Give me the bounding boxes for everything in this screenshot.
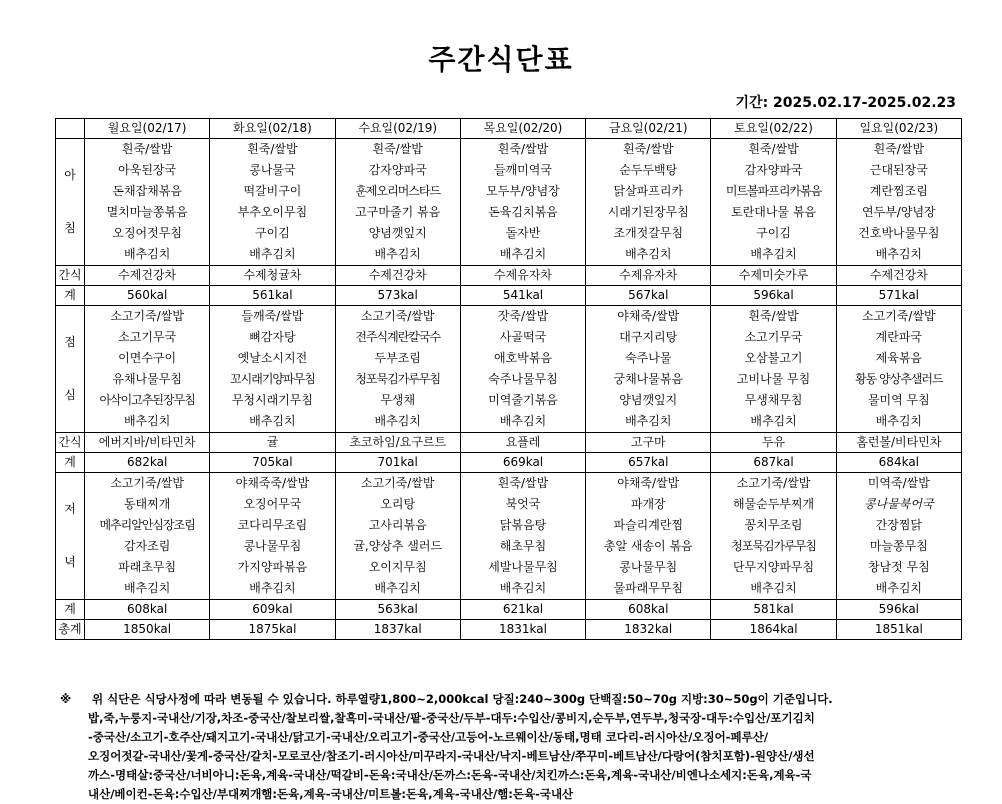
dinner-kcal-row xyxy=(56,600,962,620)
menu-cell: 배추김치 xyxy=(836,578,961,600)
menu-cell: 궁채나물볶음 xyxy=(586,369,711,390)
menu-cell: 들깨미역국 xyxy=(460,160,585,181)
menu-cell: 멸치마늘쫑볶음 xyxy=(85,202,210,223)
lunch-row xyxy=(56,348,962,369)
kcal-cell: 571kal xyxy=(836,286,961,306)
menu-cell: 감자조림 xyxy=(85,536,210,557)
day-header: 일요일(02/23) xyxy=(836,119,961,139)
menu-cell: 돈육김치볶음 xyxy=(460,202,585,223)
breakfast-kcal-row xyxy=(56,286,962,306)
menu-cell: 토란대나물 볶음 xyxy=(711,202,836,223)
breakfast-snack-row xyxy=(56,266,962,286)
menu-cell: 소고기무국 xyxy=(85,327,210,348)
menu-cell: 배추김치 xyxy=(460,244,585,266)
menu-cell: 부추오이무침 xyxy=(210,202,335,223)
menu-cell: 들깨죽/쌀밥 xyxy=(210,306,335,328)
kcal-label: 계 xyxy=(56,453,85,473)
lunch-row xyxy=(56,327,962,348)
corner-cell xyxy=(56,119,85,139)
kcal-cell: 560kal xyxy=(85,286,210,306)
menu-cell: 가지양파볶음 xyxy=(210,557,335,578)
snack-cell: 고구마 xyxy=(586,433,711,453)
total-cell: 1864kal xyxy=(711,620,836,640)
menu-cell: 아욱된장국 xyxy=(85,160,210,181)
snack-cell: 수제건강차 xyxy=(836,266,961,286)
menu-cell: 제육볶음 xyxy=(836,348,961,369)
menu-cell: 배추김치 xyxy=(460,578,585,600)
day-header: 목요일(02/20) xyxy=(460,119,585,139)
menu-cell: 고구마줄기 볶음 xyxy=(335,202,460,223)
kcal-label: 계 xyxy=(56,286,85,306)
menu-cell: 흰죽/쌀밥 xyxy=(711,306,836,328)
total-cell: 1832kal xyxy=(586,620,711,640)
menu-cell: 꽁치무조림 xyxy=(711,515,836,536)
note-line: 까스-명태살:중국산/너비아니:돈육,계육-국내산/떡갈비-돈육:국내산/돈까스:돈육-국내산/치킨까스:돈육,계육-국내산/비엔나소세지:돈육,계육-국 xyxy=(88,768,812,782)
lunch-kcal-row xyxy=(56,453,962,473)
menu-cell: 배추김치 xyxy=(210,578,335,600)
menu-cell: 황동 양상추샐러드 xyxy=(836,369,961,390)
menu-cell: 오삼불고기 xyxy=(711,348,836,369)
total-cell: 1875kal xyxy=(210,620,335,640)
menu-cell: 물파래무무침 xyxy=(586,578,711,600)
menu-cell: 미역죽/쌀밥 xyxy=(836,473,961,495)
menu-cell: 숙주나물무침 xyxy=(460,369,585,390)
menu-cell: 근대된장국 xyxy=(836,160,961,181)
menu-cell: 뼈감자탕 xyxy=(210,327,335,348)
menu-cell: 배추김치 xyxy=(836,244,961,266)
snack-cell: 홈런볼/비타민차 xyxy=(836,433,961,453)
menu-cell: 아삭이고추된장무침 xyxy=(85,390,210,411)
dinner-row xyxy=(56,494,962,515)
menu-cell: 배추김치 xyxy=(85,244,210,266)
menu-cell: 북엇국 xyxy=(460,494,585,515)
dinner-row xyxy=(56,515,962,536)
menu-cell: 배추김치 xyxy=(586,244,711,266)
note-line: -중국산/소고기-호주산/돼지고기-국내산/닭고기-국내산/오리고기-중국산/고등어-노르웨이산/동태,명태 코다리-러시아산/오징어-페루산/ xyxy=(88,730,769,744)
day-header-row xyxy=(56,119,962,139)
kcal-cell: 573kal xyxy=(335,286,460,306)
period-label: 기간: 2025.02.17-2025.02.23 xyxy=(735,95,956,111)
dinner-row xyxy=(56,536,962,557)
kcal-cell: 609kal xyxy=(210,600,335,620)
menu-cell: 돌자반 xyxy=(460,223,585,244)
menu-cell: 흰죽/쌀밥 xyxy=(460,473,585,495)
snack-cell: 수제청귤차 xyxy=(210,266,335,286)
menu-cell: 배추김치 xyxy=(335,411,460,433)
menu-cell: 무생채 xyxy=(335,390,460,411)
menu-cell: 떡갈비구이 xyxy=(210,181,335,202)
kcal-cell: 684kal xyxy=(836,453,961,473)
kcal-cell: 669kal xyxy=(460,453,585,473)
dinner-row xyxy=(56,578,962,600)
menu-cell: 양념깻잎지 xyxy=(335,223,460,244)
menu-cell: 계란찜조림 xyxy=(836,181,961,202)
menu-cell: 동태찌개 xyxy=(85,494,210,515)
menu-cell: 배추김치 xyxy=(586,411,711,433)
menu-cell: 마늘쫑무침 xyxy=(836,536,961,557)
menu-cell: 배추김치 xyxy=(711,411,836,433)
menu-cell: 양념깻잎지 xyxy=(586,390,711,411)
total-cell: 1837kal xyxy=(335,620,460,640)
note-line: 밥,죽,누룽지-국내산/기장,차조-중국산/찰보리쌀,찰흑미-국내산/팥-중국산/두부-대두:수입산/콩비지,순두부,연두부,청국장-대두:수입산/포기김치 xyxy=(88,711,815,725)
menu-cell: 콩나물북어국 xyxy=(836,494,961,515)
menu-cell: 미역줄기볶음 xyxy=(460,390,585,411)
menu-cell: 흰죽/쌀밥 xyxy=(586,139,711,161)
menu-cell: 배추김치 xyxy=(85,578,210,600)
lunch-snack-row xyxy=(56,433,962,453)
menu-cell: 배추김치 xyxy=(460,411,585,433)
note-line: 내산/베이컨-돈육:수입산/부대찌개햄:돈육,계육-국내산/미트볼:돈육,계육-국내산/햄:돈육-국내산 xyxy=(88,787,574,801)
menu-cell: 고비나물 무침 xyxy=(711,369,836,390)
weekly-menu-table xyxy=(55,118,962,640)
menu-cell: 물미역 무침 xyxy=(836,390,961,411)
menu-cell: 해초무침 xyxy=(460,536,585,557)
total-label: 총계 xyxy=(56,620,85,640)
menu-cell: 귤,양상추 샐러드 xyxy=(335,536,460,557)
kcal-cell: 701kal xyxy=(335,453,460,473)
day-header: 화요일(02/18) xyxy=(210,119,335,139)
snack-cell: 요플레 xyxy=(460,433,585,453)
kcal-cell: 567kal xyxy=(586,286,711,306)
menu-cell: 총알 새송이 볶음 xyxy=(586,536,711,557)
menu-cell: 소고기죽/쌀밥 xyxy=(335,306,460,328)
kcal-cell: 705kal xyxy=(210,453,335,473)
menu-cell: 흰죽/쌀밥 xyxy=(335,139,460,161)
lunch-row xyxy=(56,369,962,390)
menu-cell: 잣죽/쌀밥 xyxy=(460,306,585,328)
menu-cell: 오징어젓무침 xyxy=(85,223,210,244)
menu-cell: 콩나물무침 xyxy=(210,536,335,557)
menu-cell: 닭볶음탕 xyxy=(460,515,585,536)
snack-cell: 귤 xyxy=(210,433,335,453)
kcal-cell: 541kal xyxy=(460,286,585,306)
breakfast-row xyxy=(56,202,962,223)
total-row xyxy=(56,620,962,640)
lunch-row xyxy=(56,411,962,433)
day-header: 월요일(02/17) xyxy=(85,119,210,139)
menu-cell: 사골떡국 xyxy=(460,327,585,348)
day-header: 수요일(02/19) xyxy=(335,119,460,139)
snack-cell: 수제건강차 xyxy=(85,266,210,286)
dinner-row xyxy=(56,557,962,578)
menu-cell: 무생채무침 xyxy=(711,390,836,411)
menu-cell: 전주식계란칼국수 xyxy=(335,327,460,348)
menu-cell: 배추김치 xyxy=(210,244,335,266)
menu-cell: 배추김치 xyxy=(210,411,335,433)
menu-cell: 배추김치 xyxy=(711,244,836,266)
menu-cell: 야채죽/쌀밥 xyxy=(586,473,711,495)
menu-cell: 코다리무조림 xyxy=(210,515,335,536)
menu-cell: 오이지무침 xyxy=(335,557,460,578)
menu-cell: 소고기무국 xyxy=(711,327,836,348)
note-mark: ※ xyxy=(60,692,72,706)
menu-cell: 배추김치 xyxy=(335,578,460,600)
menu-cell: 오징어무국 xyxy=(210,494,335,515)
menu-cell: 이면수구이 xyxy=(85,348,210,369)
menu-cell: 파래초무침 xyxy=(85,557,210,578)
menu-cell: 모두부/양념장 xyxy=(460,181,585,202)
menu-cell: 파개장 xyxy=(586,494,711,515)
menu-cell: 소고기죽/쌀밥 xyxy=(711,473,836,495)
menu-cell: 세발나물무침 xyxy=(460,557,585,578)
kcal-cell: 608kal xyxy=(85,600,210,620)
dinner-row xyxy=(56,473,962,495)
menu-cell: 훈제오리머스타드 xyxy=(335,181,460,202)
kcal-cell: 657kal xyxy=(586,453,711,473)
menu-cell: 배추김치 xyxy=(335,244,460,266)
snack-label: 간식 xyxy=(56,266,85,286)
breakfast-row xyxy=(56,244,962,266)
menu-cell: 단무지양파무침 xyxy=(711,557,836,578)
snack-label: 간식 xyxy=(56,433,85,453)
menu-cell: 오리탕 xyxy=(335,494,460,515)
menu-cell: 청포묵김가루무침 xyxy=(711,536,836,557)
menu-cell: 시래기된장무침 xyxy=(586,202,711,223)
snack-cell: 수제유자차 xyxy=(460,266,585,286)
kcal-label: 계 xyxy=(56,600,85,620)
kcal-cell: 563kal xyxy=(335,600,460,620)
note-line: 오징어젓갈-국내산/꽃게-중국산/갈치-모로코산/참조기-러시아산/미꾸라지-국내산/낙지-베트남산/쭈꾸미-베트남산/다랑어(참치포함)-원양산/생선 xyxy=(88,749,815,763)
menu-cell: 유채나물무침 xyxy=(85,369,210,390)
kcal-cell: 687kal xyxy=(711,453,836,473)
breakfast-row xyxy=(56,160,962,181)
menu-cell: 흰죽/쌀밥 xyxy=(85,139,210,161)
menu-cell: 애호박볶음 xyxy=(460,348,585,369)
menu-cell: 배추김치 xyxy=(836,411,961,433)
menu-cell: 닭살파프리카 xyxy=(586,181,711,202)
breakfast-label: 아 침 xyxy=(56,139,85,266)
menu-cell: 감자양파국 xyxy=(335,160,460,181)
menu-cell: 구이김 xyxy=(711,223,836,244)
menu-cell: 연두부/양념장 xyxy=(836,202,961,223)
total-cell: 1851kal xyxy=(836,620,961,640)
menu-cell: 청포묵김가루무침 xyxy=(335,369,460,390)
menu-cell: 파슬리계란찜 xyxy=(586,515,711,536)
breakfast-row xyxy=(56,139,962,161)
menu-cell: 대구지리탕 xyxy=(586,327,711,348)
breakfast-row xyxy=(56,223,962,244)
snack-cell: 두유 xyxy=(711,433,836,453)
menu-cell: 메추리알안심장조림 xyxy=(85,515,210,536)
menu-cell: 해물순두부찌개 xyxy=(711,494,836,515)
breakfast-row xyxy=(56,181,962,202)
menu-cell: 조개젓갈무침 xyxy=(586,223,711,244)
menu-cell: 간장찜닭 xyxy=(836,515,961,536)
lunch-label: 점 심 xyxy=(56,306,85,433)
kcal-cell: 682kal xyxy=(85,453,210,473)
menu-cell: 소고기죽/쌀밥 xyxy=(85,473,210,495)
menu-cell: 옛날소시지전 xyxy=(210,348,335,369)
menu-cell: 흰죽/쌀밥 xyxy=(836,139,961,161)
snack-cell: 수제건강차 xyxy=(335,266,460,286)
menu-cell: 숙주나물 xyxy=(586,348,711,369)
menu-cell: 계란파국 xyxy=(836,327,961,348)
menu-cell: 미트볼파프리카볶음 xyxy=(711,181,836,202)
dinner-label: 저 녁 xyxy=(56,473,85,600)
menu-cell: 구이김 xyxy=(210,223,335,244)
menu-cell: 배추김치 xyxy=(711,578,836,600)
page-title: 주간식단표 xyxy=(428,43,574,76)
menu-cell: 두부조림 xyxy=(335,348,460,369)
snack-cell: 에버지바/비타민차 xyxy=(85,433,210,453)
menu-cell: 꼬시래기양파무침 xyxy=(210,369,335,390)
footnotes xyxy=(60,690,960,804)
menu-cell: 고사리볶음 xyxy=(335,515,460,536)
kcal-cell: 621kal xyxy=(460,600,585,620)
day-header: 토요일(02/22) xyxy=(711,119,836,139)
day-header: 금요일(02/21) xyxy=(586,119,711,139)
menu-cell: 야채죽/쌀밥 xyxy=(586,306,711,328)
lunch-row xyxy=(56,306,962,328)
menu-cell: 배추김치 xyxy=(85,411,210,433)
total-cell: 1850kal xyxy=(85,620,210,640)
snack-cell: 수제유자차 xyxy=(586,266,711,286)
menu-cell: 소고기죽/쌀밥 xyxy=(335,473,460,495)
snack-cell: 수제미숫가루 xyxy=(711,266,836,286)
kcal-cell: 596kal xyxy=(711,286,836,306)
menu-cell: 흰죽/쌀밥 xyxy=(460,139,585,161)
menu-cell: 무청시래기무침 xyxy=(210,390,335,411)
note-line: 위 식단은 식당사정에 따라 변동될 수 있습니다. 하루열량1,800~2,000kcal 당질:240~300g 단백질:50~70g 지방:30~50g이 기준입니다. xyxy=(92,692,833,706)
snack-cell: 초코하임/요구르트 xyxy=(335,433,460,453)
kcal-cell: 596kal xyxy=(836,600,961,620)
menu-cell: 흰죽/쌀밥 xyxy=(210,139,335,161)
menu-cell: 돈채잡채볶음 xyxy=(85,181,210,202)
menu-cell: 소고기죽/쌀밥 xyxy=(85,306,210,328)
kcal-cell: 581kal xyxy=(711,600,836,620)
kcal-cell: 608kal xyxy=(586,600,711,620)
menu-cell: 흰죽/쌀밥 xyxy=(711,139,836,161)
menu-cell: 콩나물무침 xyxy=(586,557,711,578)
lunch-row xyxy=(56,390,962,411)
kcal-cell: 561kal xyxy=(210,286,335,306)
menu-cell: 소고기죽/쌀밥 xyxy=(836,306,961,328)
menu-cell: 야채죽죽/쌀밥 xyxy=(210,473,335,495)
menu-cell: 순두두백탕 xyxy=(586,160,711,181)
menu-cell: 콩나물국 xyxy=(210,160,335,181)
menu-cell: 창남젓 무침 xyxy=(836,557,961,578)
total-cell: 1831kal xyxy=(460,620,585,640)
menu-cell: 감자양파국 xyxy=(711,160,836,181)
menu-cell: 건호박나물무침 xyxy=(836,223,961,244)
